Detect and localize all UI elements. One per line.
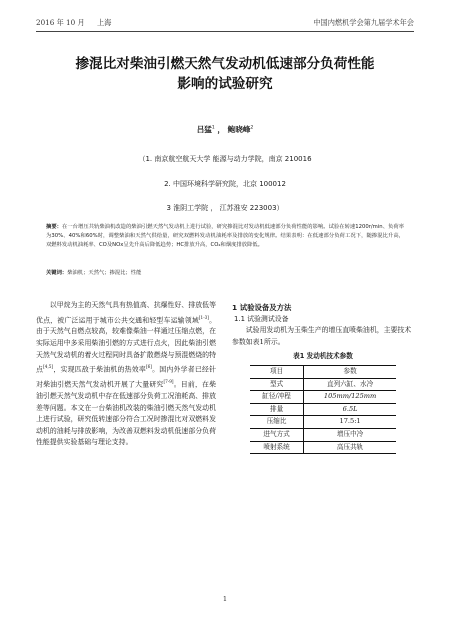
table-header-item: 项目 (250, 365, 304, 378)
intro-column (36, 300, 216, 449)
citation-1: [1-3] (198, 314, 209, 320)
header-conference: 中国内燃机学会第九届学术年会 (313, 18, 414, 27)
intro-text-e: 。目前，在柴油引燃天然气发动机中存在低速部分负荷工况油耗高、排放差等问题。本文在一台柴油机改装的柴油引燃天然气发动机上进行试验，研究低转速部分符合工况时掺混比对双燃料发动机的油耗与排放影响，为改善双燃料发动机低速部分负荷性能提供实验基础与理论支持。 (36, 380, 217, 447)
table-row (250, 378, 396, 391)
intro-text-b: 。由于天然气自燃点较高，较难像柴油一样通过压缩点燃，在实际运用中多采用柴油引燃的方式进行点火，因此柴油引燃天然气发动机的着火过程同时具备扩散燃烧与预混燃烧的特点 (36, 315, 217, 374)
abstract (46, 223, 404, 251)
table-cell: 缸径/冲程 (250, 391, 304, 404)
table-cell: 进气方式 (250, 428, 304, 441)
keywords (46, 268, 404, 276)
table-cell: 6.5L (342, 404, 358, 413)
page-number: 1 (222, 595, 228, 603)
author-list (0, 124, 450, 135)
keywords-label: 关键词： (46, 270, 68, 276)
affiliation-2: 2. 中国环境科学研究院，北京 100012 (164, 180, 286, 188)
header-rule (36, 31, 414, 32)
table-cell: 高压共轨 (336, 442, 364, 451)
table-cell: 增压中冷 (336, 429, 364, 438)
running-header (36, 18, 414, 30)
abstract-text: 在一台增压共轨柴油机改造的柴油引燃天然气发动机上进行试验，研究掺混比对发动机低速部分负荷性能的影响。试验在转速1200r/min、负荷率为30%、40%和60%时，调整柴油和天然气供给量，研究双燃料发动机油耗率及排放的变化规律。结果表明：在低速部分负荷工况下，随掺混比升高，双燃料发动机油耗率、CO及NOx呈先升高后降低趋势；HC排放升高，CO₂和烟度排放降低。 (46, 224, 404, 249)
table-cell: 排量 (250, 403, 304, 416)
methods-column (232, 300, 414, 454)
citation-2: [4,5] (43, 364, 54, 370)
author-2: 鲍晓峰 (227, 125, 251, 134)
table-row (250, 441, 396, 454)
intro-text-a: 以甲烷为主的天然气具有热值高、抗爆性好、排放低等优点，被广泛运用于城市公共交通和轻型车运输领域 (36, 301, 216, 324)
author-2-affil: 2 (250, 125, 254, 131)
table-cell: 105mm/125mm (323, 392, 377, 401)
table-cell: 型式 (250, 378, 304, 391)
header-left (36, 18, 121, 28)
paper-title (36, 54, 414, 94)
table-header-value: 参数 (343, 366, 357, 375)
citation-4: [7-9] (163, 379, 174, 385)
intro-paragraph (36, 300, 216, 449)
table-row (250, 391, 396, 404)
table-cell: 17.5:1 (339, 417, 361, 426)
table-header-row (250, 365, 396, 378)
table-cell: 喷射系统 (250, 441, 304, 454)
table-1-caption: 表1 发动机技术参数 (293, 352, 353, 361)
engine-spec-table (250, 365, 396, 454)
author-1-affil: 1 (211, 125, 215, 131)
abstract-label: 摘要： (46, 224, 62, 230)
section-1-1-body: 试验用发动机为玉柴生产的增压直喷柴油机，主要技术参数如表1所示。 (232, 326, 412, 346)
header-city: 上海 (96, 18, 112, 27)
intro-text-d: 。国内外学者已经针对柴油引燃天然气发动机开展了大量研究 (36, 365, 217, 389)
table-cell: 压缩比 (250, 416, 304, 429)
citation-3: [6] (145, 364, 152, 370)
table-row (250, 416, 396, 429)
table-row (250, 403, 396, 416)
author-1: 吕猛 (196, 125, 212, 134)
affiliation-1: （1. 南京航空航天大学 能源与动力学院，南京 210016 (138, 155, 312, 163)
intro-text-c: ，实现匹敌于柴油机的热效率 (53, 365, 146, 374)
section-1-heading: 1 试验设备及方法 (232, 303, 292, 312)
table-row (250, 428, 396, 441)
title-line-1: 掺混比对柴油引燃天然气发动机低速部分负荷性能 (75, 56, 375, 72)
title-line-2: 影响的试验研究 (177, 76, 273, 92)
affiliation-3: 3 淮阴工学院 ， 江苏淮安 223003） (166, 204, 284, 212)
header-date: 2016 年 10 月 (36, 18, 85, 27)
author-separator: ， (217, 125, 225, 134)
abstract-paragraph (46, 223, 404, 251)
section-1-1-heading: 1.1 试验测试设备 (234, 314, 289, 323)
table-cell: 直列六缸、水冷 (327, 379, 374, 388)
keywords-text: 柴油机；天然气；掺混比；性能 (67, 270, 142, 276)
